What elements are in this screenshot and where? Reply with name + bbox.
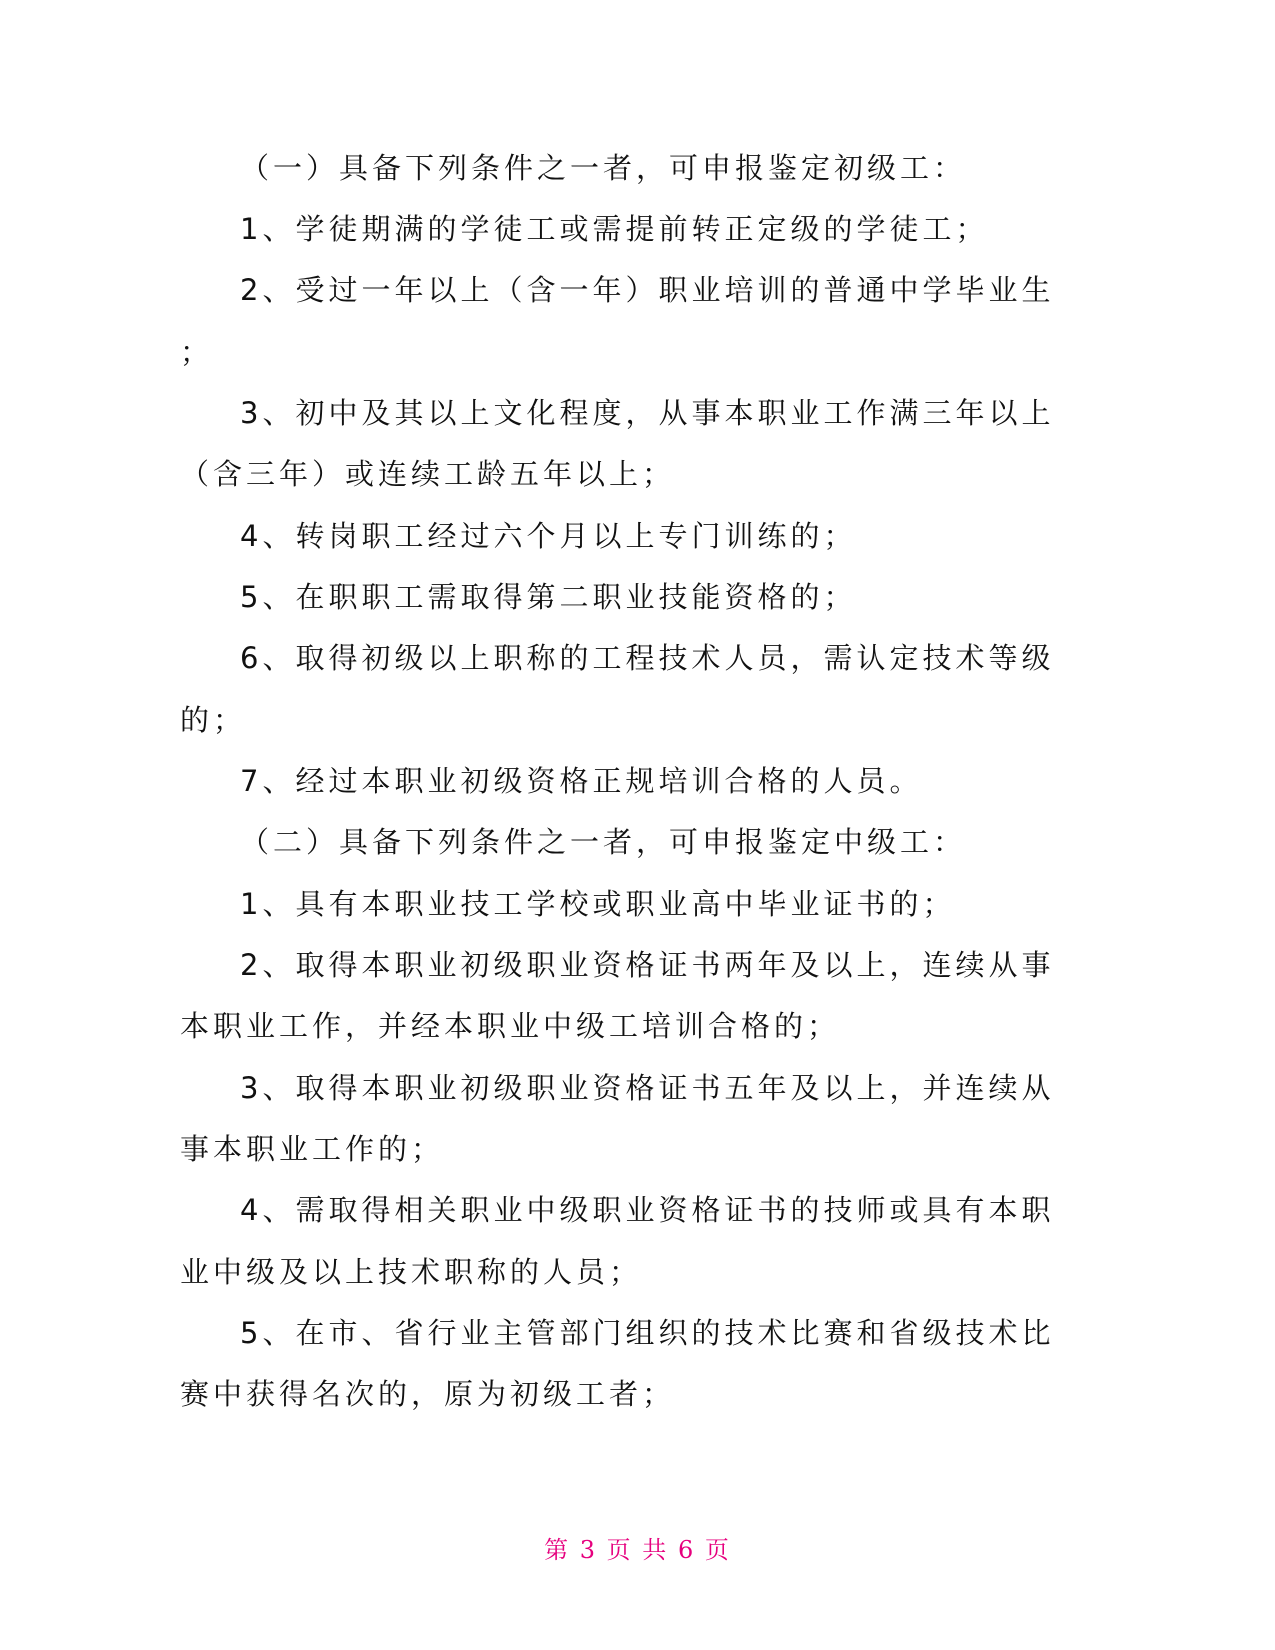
paragraph-line: 1、具有本职业技工学校或职业高中毕业证书的； <box>240 887 956 921</box>
paragraph-line: 事本职业工作的； <box>180 1132 445 1166</box>
section-heading-intermediate: （二）具备下列条件之一者，可申报鉴定中级工： <box>240 825 967 859</box>
paragraph-line: 的； <box>180 703 247 737</box>
paragraph-line: （含三年）或连续工龄五年以上； <box>180 457 676 491</box>
section-heading-primary: （一）具备下列条件之一者，可申报鉴定初级工： <box>240 151 967 185</box>
paragraph-line: ； <box>180 335 214 369</box>
paragraph-line: 6、取得初级以上职称的工程技术人员，需认定技术等级 <box>240 641 1055 675</box>
paragraph-line: 3、初中及其以上文化程度，从事本职业工作满三年以上 <box>240 396 1055 430</box>
page-number-footer: 第 3 页 共 6 页 <box>544 1536 731 1564</box>
paragraph-line: 2、受过一年以上（含一年）职业培训的普通中学毕业生 <box>240 273 1055 307</box>
paragraph-line: 4、转岗职工经过六个月以上专门训练的； <box>240 519 857 553</box>
paragraph-line: 7、经过本职业初级资格正规培训合格的人员。 <box>240 764 923 798</box>
paragraph-line: 4、需取得相关职业中级职业资格证书的技师或具有本职 <box>240 1193 1055 1227</box>
paragraph-line: 本职业工作，并经本职业中级工培训合格的； <box>180 1009 841 1043</box>
paragraph-line: 业中级及以上技术职称的人员； <box>180 1255 643 1289</box>
paragraph-line: 2、取得本职业初级职业资格证书两年及以上，连续从事 <box>240 948 1055 982</box>
paragraph-line: 3、取得本职业初级职业资格证书五年及以上，并连续从 <box>240 1071 1055 1105</box>
paragraph-line: 赛中获得名次的，原为初级工者； <box>180 1377 676 1411</box>
paragraph-line: 5、在市、省行业主管部门组织的技术比赛和省级技术比 <box>240 1316 1055 1350</box>
paragraph-line: 1、学徒期满的学徒工或需提前转正定级的学徒工； <box>240 212 989 246</box>
paragraph-line: 5、在职职工需取得第二职业技能资格的； <box>240 580 857 614</box>
